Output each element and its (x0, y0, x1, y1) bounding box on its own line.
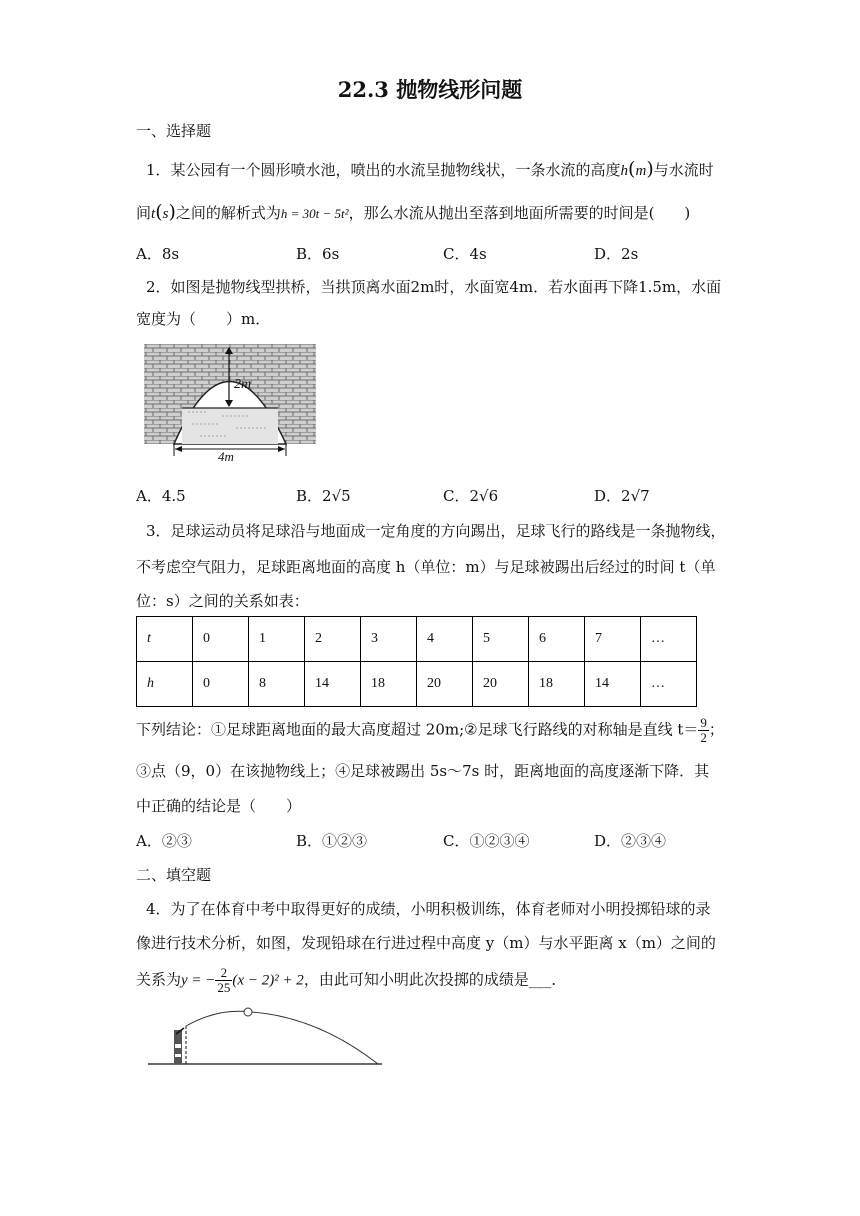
q1-line1: 1．某公园有一个圆形喷水池，喷出的水流呈抛物线状，一条水流的高度h(m)与水流时 (146, 158, 714, 180)
q3-line1: 3．足球运动员将足球沿与地面成一定角度的方向踢出，足球飞行的路线是一条抛物线， (146, 522, 726, 540)
height-label: 2m (234, 377, 252, 392)
trajectory-curve (186, 1011, 378, 1064)
q4-line2: 像进行技术分析，如图，发现铅球在行进过程中高度 y（m）与水平距离 x（m）之间的 (136, 934, 716, 952)
table-cell: 8 (249, 662, 305, 707)
table-cell: 20 (417, 662, 473, 707)
table-cell: 2 (305, 617, 361, 662)
shot-put-figure (146, 1006, 386, 1070)
q3-table (136, 616, 697, 707)
section-heading-fill: 二、填空题 (136, 866, 212, 884)
q3-conclusion-line1: 下列结论：①足球距离地面的最大高度超过 20m;②足球飞行路线的对称轴是直线 t＝ $\frac{9}{2}$ ； (136, 715, 724, 745)
table-row-h (137, 662, 697, 707)
table-cell: 0 (193, 662, 249, 707)
table-cell: 18 (529, 662, 585, 707)
fraction-two-25ths: $\frac{2}{25}$ (217, 965, 231, 995)
water (182, 408, 278, 444)
table-cell: … (641, 662, 697, 707)
q1-line1-text: 1．某公园有一个圆形喷水池，喷出的水流呈抛物线状，一条水流的高度 (146, 161, 621, 179)
q4-formula-post: (x − 2)² + 2 (232, 972, 304, 989)
table-cell: 5 (473, 617, 529, 662)
q3-line3: 位：s）之间的关系如表： (136, 592, 309, 610)
q3-option-d: D．②③④ (594, 832, 667, 850)
section-heading-choice: 一、选择题 (136, 122, 212, 140)
q2-option-c: C．2√6 (443, 487, 499, 505)
q3-conclusion-line3: 中正确的结论是（ ） (136, 797, 302, 815)
q1-line2: 间t(s)之间的解析式为h = 30t − 5t²，那么水流从抛出至落到地面所需要的时间是( ) (136, 201, 691, 223)
table-row-t (137, 617, 697, 662)
q1-unit-s: s (162, 206, 169, 222)
fraction-nine-halves: $\frac{9}{2}$ (700, 715, 707, 745)
q4-line3-text: 关系为 (136, 970, 182, 989)
arch-bridge-figure (144, 344, 316, 462)
table-cell: 4 (417, 617, 473, 662)
page-title: 22.3 抛物线形问题 (337, 77, 523, 102)
q1-var-h: h (620, 163, 629, 179)
q4-line3-tail: ，由此可知小明此次投掷的成绩是___． (303, 970, 567, 989)
q1-option-a: A．8s (136, 245, 180, 263)
q3-conclusion-text: 下列结论：①足球距离地面的最大高度超过 20m;②足球飞行路线的对称轴是直线 t＝ (136, 720, 699, 739)
table-cell: 6 (529, 617, 585, 662)
q2-option-d: D．2√7 (594, 487, 650, 505)
shot-ball (244, 1008, 252, 1016)
table-cell: … (641, 617, 697, 662)
q1-formula: h = 30t − 5t² (280, 206, 349, 221)
q1-var-t: t (151, 206, 156, 222)
table-cell: 14 (305, 662, 361, 707)
q3-option-b: B．①②③ (296, 832, 368, 850)
table-cell: t (137, 617, 193, 662)
q2-line2: 宽度为（ ）m． (136, 310, 271, 328)
table-cell: 3 (361, 617, 417, 662)
q4-line3 (136, 966, 566, 995)
q1-option-d: D．2s (594, 245, 639, 263)
q1-line2-text: 间 (136, 204, 152, 222)
q4-line1: 4．为了在体育中考中取得更好的成绩，小明积极训练，体育老师对小明投掷铅球的录 (146, 900, 711, 918)
table-cell: 0 (193, 617, 249, 662)
q1-line2-mid: 之间的解析式为 (175, 204, 281, 222)
q3-option-a: A．②③ (136, 832, 192, 850)
table-cell: h (137, 662, 193, 707)
q1-unit-m: m (635, 163, 647, 179)
table-cell: 14 (585, 662, 641, 707)
q1-option-b: B．6s (296, 245, 340, 263)
q2-line1: 2．如图是抛物线型拱桥，当拱顶离水面2m时，水面宽4m．若水面再下降1.5m，水面 (146, 278, 722, 296)
table-cell: 7 (585, 617, 641, 662)
table-cell: 18 (361, 662, 417, 707)
q2-option-b: B．2√5 (296, 487, 351, 505)
q3-conclusion-line2: ③点（9，0）在该抛物线上；④足球被踢出 5s～7s 时，距离地面的高度逐渐下降．其 (136, 762, 710, 780)
q3-option-c: C．①②③④ (443, 832, 530, 850)
width-label: 4m (218, 449, 234, 462)
table-cell: 20 (473, 662, 529, 707)
q1-option-c: C．4s (443, 245, 487, 263)
q1-line2-tail: ，那么水流从抛出至落到地面所需要的时间是( ) (348, 204, 691, 222)
q3-line2: 不考虑空气阻力，足球距离地面的高度 h（单位：m）与足球被踢出后经过的时间 t（单 (136, 558, 716, 576)
q4-formula-pre: y = − (181, 972, 216, 989)
q2-option-a: A．4.5 (136, 487, 186, 505)
table-cell: 1 (249, 617, 305, 662)
q1-line1-tail: 与水流时 (653, 161, 714, 179)
